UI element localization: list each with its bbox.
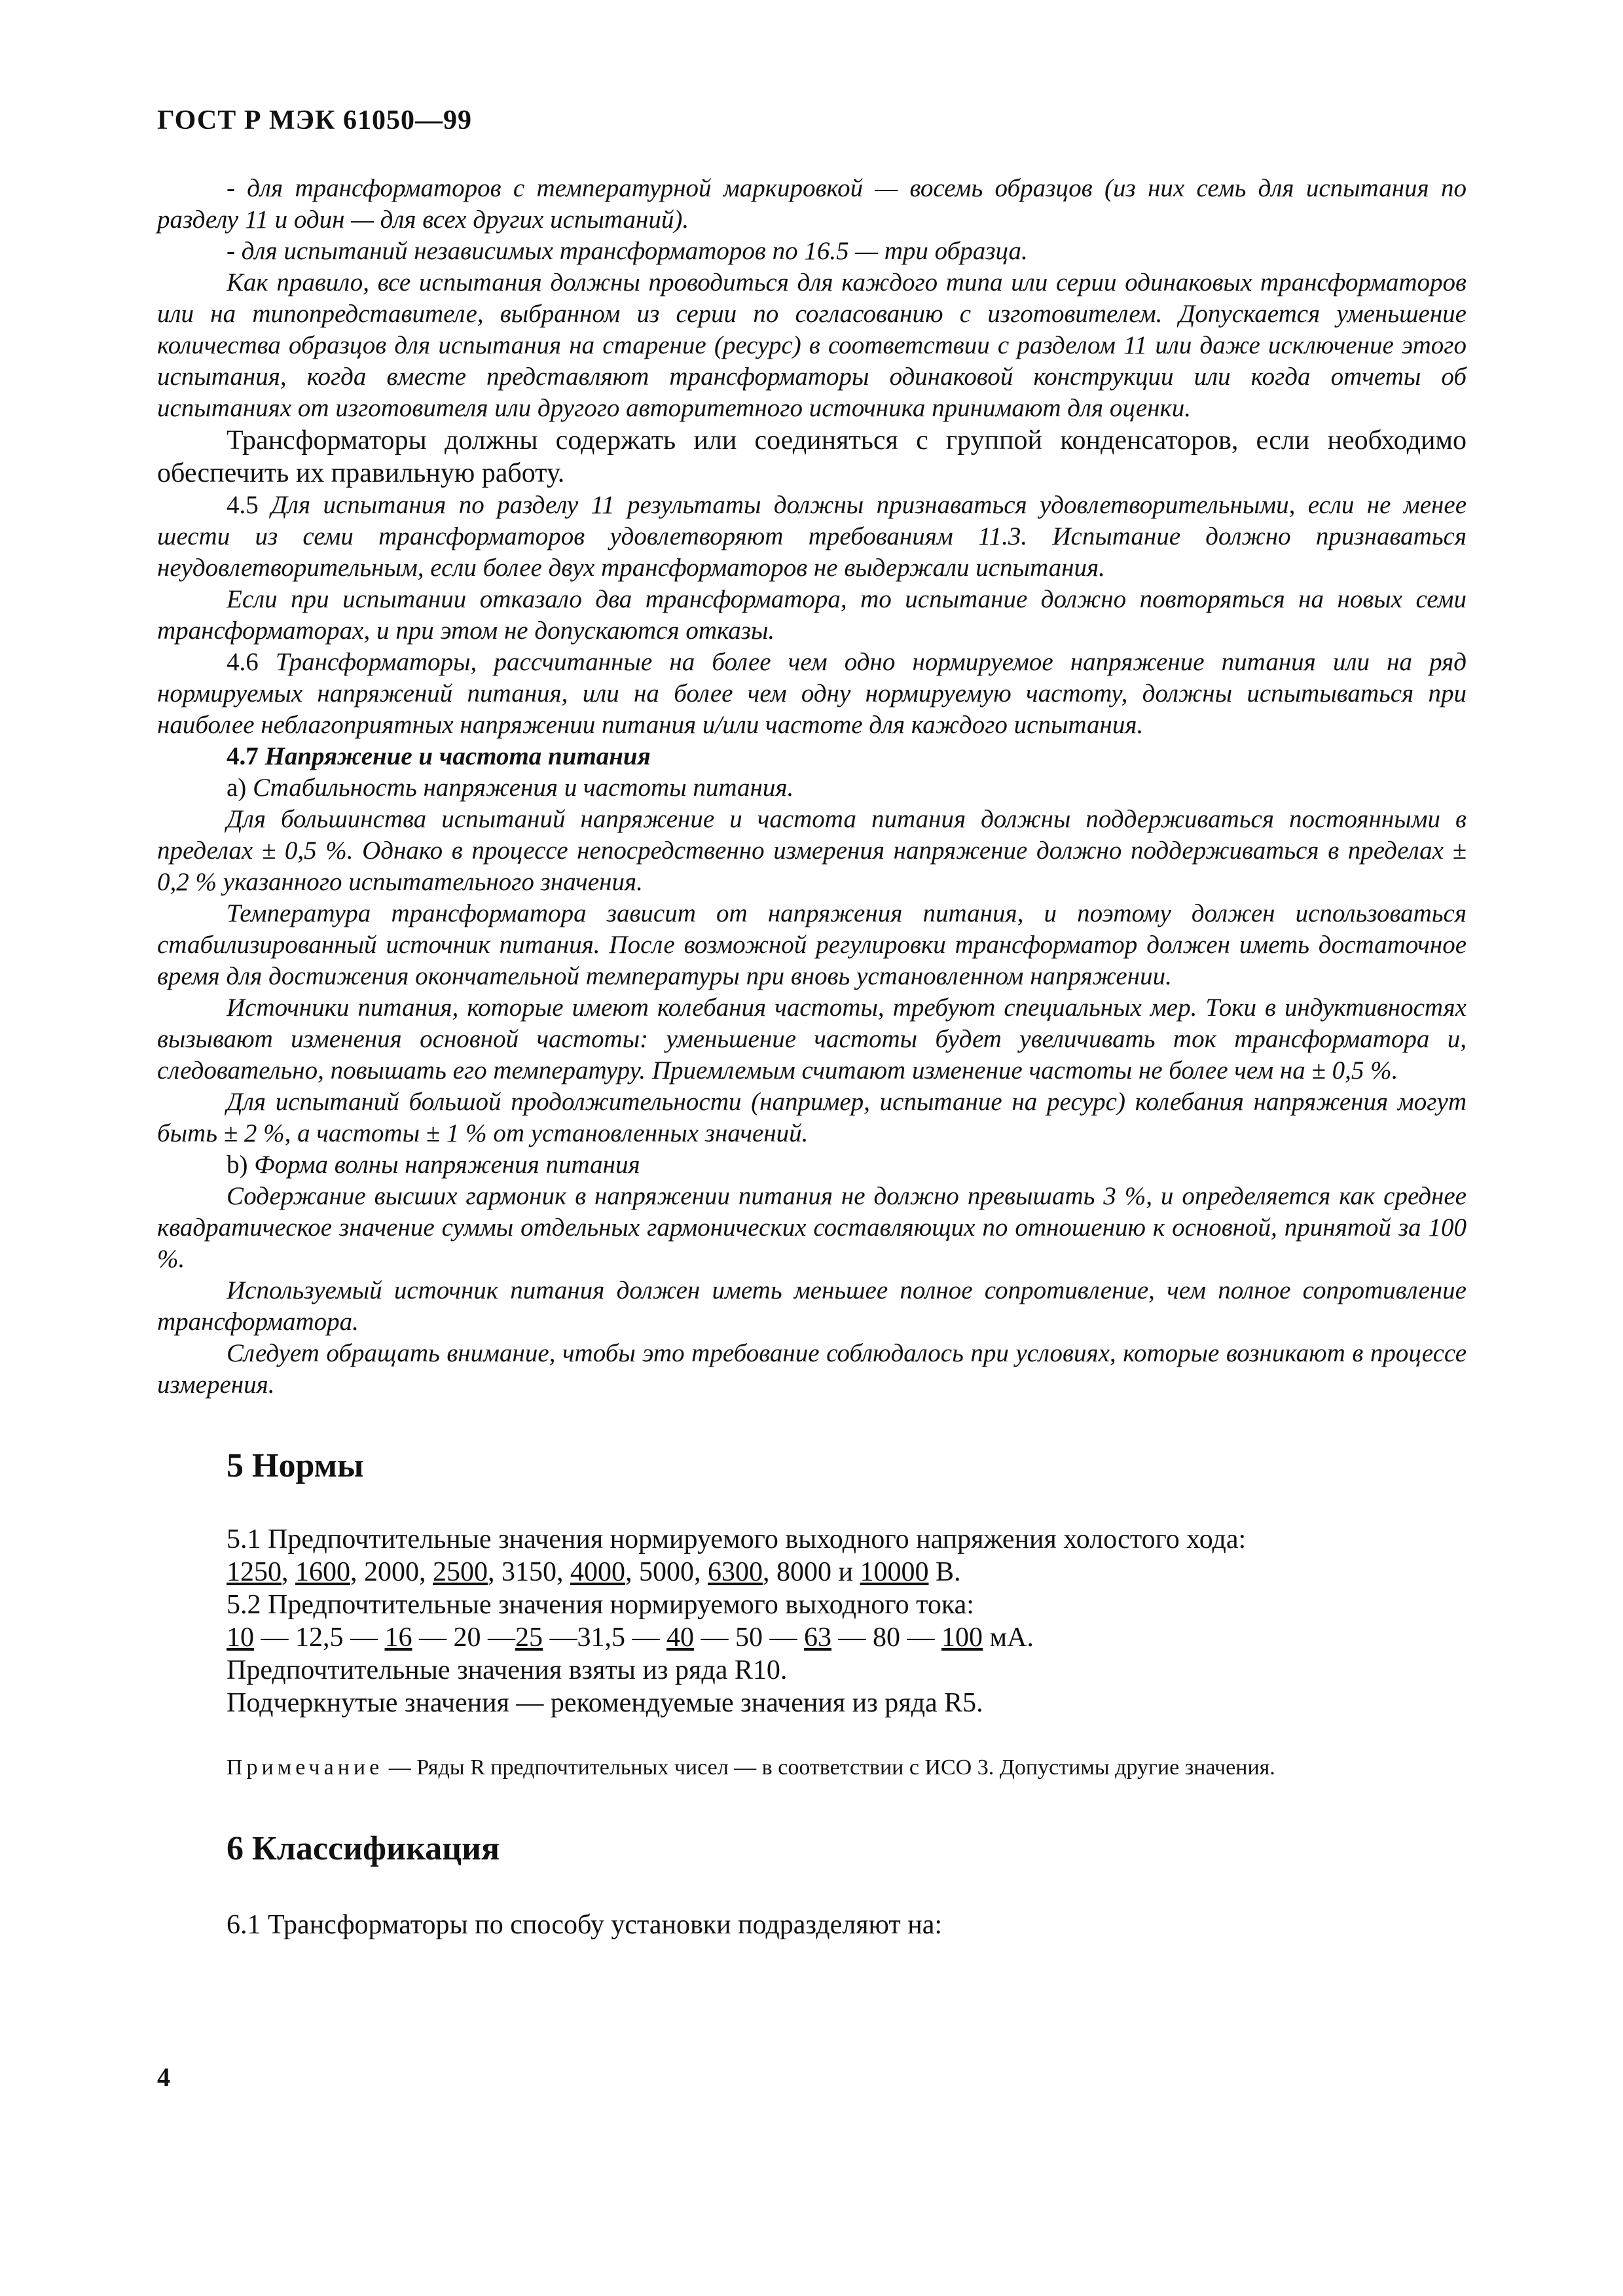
value-underlined: 4000: [570, 1557, 625, 1587]
note-text: — Ряды R предпочтительных чисел — в соответствии с ИСО 3. Допустимы другие значения.: [383, 1755, 1275, 1780]
separator: — 50 —: [694, 1623, 804, 1653]
section-5-title: 5 Нормы: [227, 1447, 364, 1484]
clause-number: 4.5: [227, 491, 259, 519]
note-label: Примечание: [227, 1755, 384, 1780]
paragraph: Температура трансформатора зависит от напряжения питания, и поэтому должен использоваться стабилизированный источник питания. После возможной регулировки трансформатор должен иметь достаточное время для достижения окончательной температуры при вновь установленном напряжении.: [157, 899, 1467, 990]
value-underlined: 63: [804, 1623, 831, 1653]
separator: — 12,5 —: [254, 1623, 385, 1653]
page-number: 4: [157, 2062, 170, 2092]
paragraph: Содержание высших гармоник в напряжении питания не должно превышать 3 %, и определяется как среднее квадратическое значение суммы отдельных гармонических составляющих по отношению к основной, принятой за 100 %.: [157, 1182, 1467, 1273]
value-underlined: 25: [515, 1623, 543, 1653]
clause-text: Трансформаторы, рассчитанные на более чем одно нормируемое напряжение питания или на ряд нормируемых напряжений питания, или на более чем одну нормируемую частоту, должны испытываться при наиболее неблагоприятных напряжении питания и/или частоте для каждого испытания.: [157, 648, 1467, 739]
value: 2000: [364, 1557, 419, 1587]
value-underlined: 10: [227, 1623, 254, 1653]
paragraph: - для трансформаторов с температурной маркировкой — восемь образцов (из них семь для испытания по разделу 11 и один — для всех других испытаний).: [157, 174, 1467, 234]
paragraph: Используемый источник питания должен иметь меньшее полное сопротивление, чем полное сопротивление трансформатора.: [157, 1276, 1467, 1336]
body-text: [157, 173, 1467, 1941]
item-b: [157, 1149, 1467, 1181]
separator: ,: [488, 1557, 501, 1587]
note: [157, 1753, 1467, 1782]
value-underlined: 2500: [433, 1557, 488, 1587]
clause-4-6: [157, 647, 1467, 741]
paragraph: Для большинства испытаний напряжение и частота питания должны поддерживаться постоянными в пределах ± 0,5 %. Однако в процессе непосредственно измерения напряжение должно поддерживаться в пределах ± 0,2 % указанного испытательного значения.: [157, 805, 1467, 896]
separator: ,: [419, 1557, 433, 1587]
separator: — 80 —: [831, 1623, 941, 1653]
separator: —31,5 —: [543, 1623, 666, 1653]
clause-4-7-heading: [157, 741, 1467, 772]
clause-title: Напряжение и частота питания: [258, 742, 651, 770]
value: 8000: [776, 1557, 831, 1587]
voltage-values: [157, 1556, 1467, 1588]
current-values: [157, 1621, 1467, 1654]
value-underlined: 100: [941, 1623, 983, 1653]
item-a: [157, 772, 1467, 804]
separator: — 20 —: [412, 1623, 515, 1653]
clause-number: 4.7: [227, 742, 259, 770]
paragraph: Предпочтительные значения взяты из ряда R10.: [227, 1655, 788, 1685]
value-underlined: 40: [666, 1623, 694, 1653]
separator: ,: [556, 1557, 570, 1587]
document-header: ГОСТ Р МЭК 61050—99: [157, 105, 472, 135]
separator: ,: [350, 1557, 364, 1587]
item-title: Форма волны напряжения питания: [247, 1151, 640, 1179]
paragraph: - для испытаний независимых трансформаторов по 16.5 — три образца.: [227, 237, 1028, 265]
item-title: Стабильность напряжения и частоты питания.: [246, 774, 794, 802]
value-underlined: 6300: [708, 1557, 763, 1587]
separator: ,: [282, 1557, 295, 1587]
paragraph: Подчеркнутые значения — рекомендуемые значения из ряда R5.: [227, 1688, 983, 1718]
clause-4-5: [157, 490, 1467, 584]
value: 3150: [501, 1557, 556, 1587]
value-underlined: 16: [384, 1623, 412, 1653]
paragraph: Следует обращать внимание, чтобы это требование соблюдалось при условиях, которые возникают в процессе измерения.: [157, 1339, 1467, 1399]
clause-text: Для испытания по разделу 11 результаты должны признаваться удовлетворительными, если не менее шести из семи трансформаторов удовлетворяют требованиям 11.3. Испытание должно признаваться неудовлетворительным, если более двух трансформаторов не выдержали испытания.: [157, 491, 1467, 582]
item-label: b): [227, 1151, 248, 1179]
value-underlined: 1250: [227, 1557, 282, 1587]
paragraph: Источники питания, которые имеют колебания частоты, требуют специальных мер. Токи в индуктивностях вызывают изменения основной частоты: уменьшение частоты будет увеличивать ток трансформатора и, следовательно, повышать его температуру. Приемлемым считают изменение частоты не более чем на ± 0,5 %.: [157, 994, 1467, 1085]
value-underlined: 10000: [860, 1557, 929, 1587]
clause-5-1: 5.1 Предпочтительные значения нормируемого выходного напряжения холостого хода:: [227, 1524, 1247, 1554]
value: 5000: [639, 1557, 694, 1587]
unit: мА.: [983, 1623, 1034, 1653]
separator: ,: [625, 1557, 639, 1587]
item-label: a): [227, 774, 247, 802]
separator: ,: [763, 1557, 776, 1587]
paragraph: Как правило, все испытания должны проводиться для каждого типа или серии одинаковых трансформаторов или на типопредставителе, выбранном из серии по согласованию с изготовителем. Допускается уменьшение количества образцов для испытания на старение (ресурс) в соответствии с разделом 11 или даже исключение этого испытания, когда вместе представляют трансформаторы одинаковой конструкции или когда отчеты об испытаниях от изготовителя или другого авторитетного источника принимают для оценки.: [157, 268, 1467, 422]
section-6-title: 6 Классификация: [227, 1830, 500, 1867]
paragraph: Если при испытании отказало два трансформатора, то испытание должно повторяться на новых семи трансформаторах, и при этом не допускаются отказы.: [157, 585, 1467, 645]
separator: ,: [694, 1557, 708, 1587]
value-underlined: 1600: [295, 1557, 350, 1587]
clause-number: 4.6: [227, 648, 259, 676]
paragraph: Для испытаний большой продолжительности (например, испытание на ресурс) колебания напряжения могут быть ± 2 %, а частоты ± 1 % от установленных значений.: [157, 1088, 1467, 1147]
clause-6-1: 6.1 Трансформаторы по способу установки подразделяют на:: [227, 1910, 943, 1940]
separator: и: [831, 1557, 860, 1587]
paragraph: Трансформаторы должны содержать или соединяться с группой конденсаторов, если необходимо обеспечить их правильную работу.: [157, 425, 1467, 488]
clause-5-2: 5.2 Предпочтительные значения нормируемого выходного тока:: [227, 1590, 974, 1620]
unit: В.: [928, 1557, 961, 1587]
